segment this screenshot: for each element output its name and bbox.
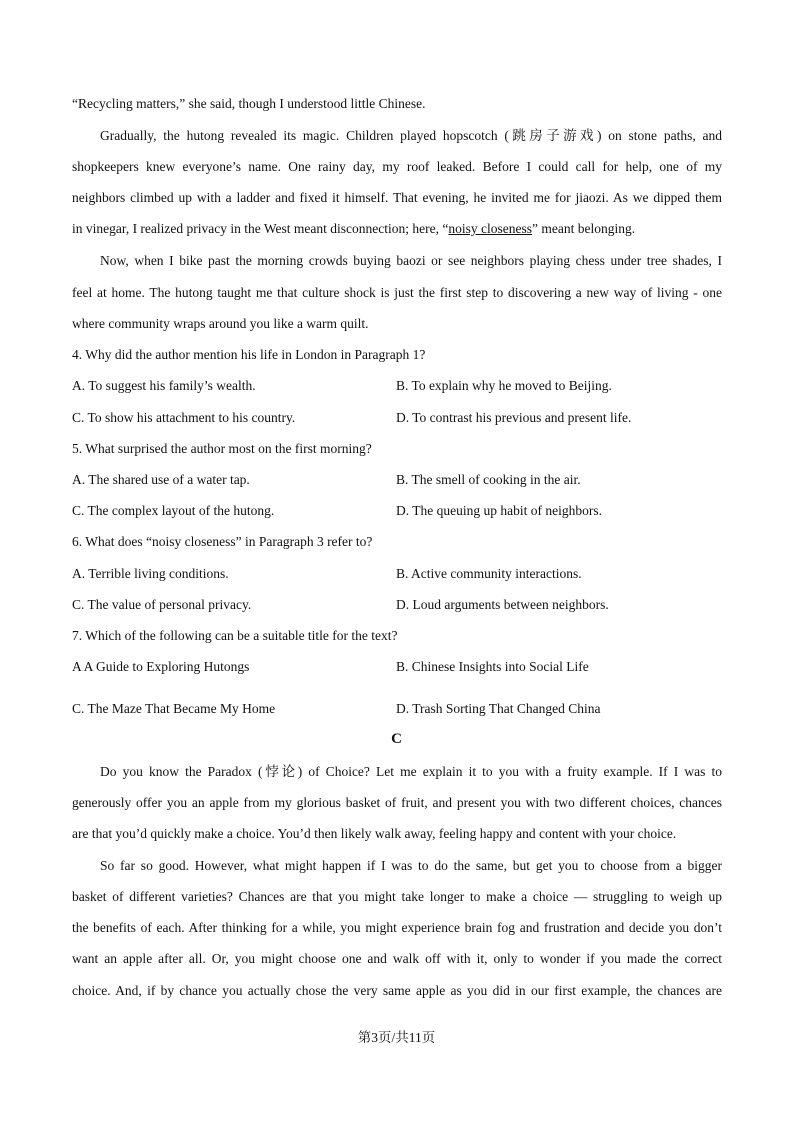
passage-line: Do you know the Paradox (悖论) of Choice? Let me explain it to you with a fruity example. If I was to	[100, 764, 722, 779]
option-d: D. The queuing up habit of neighbors.	[396, 503, 602, 518]
passage-line: the benefits of each. After thinking for a while, you might experience brain fog and frustration and decide you don’t	[72, 920, 722, 935]
passage-line: choice. And, if by chance you actually chose the very same apple as you did in our first example, the chances are	[72, 983, 722, 998]
option-c: C. To show his attachment to his country.	[72, 410, 296, 425]
page-number: 第3页/共11页	[357, 1030, 436, 1045]
option-b: B. To explain why he moved to Beijing.	[396, 378, 612, 393]
passage-line: neighbors climbed up with a ladder and fixed it himself. That evening, he invited me for jiaozi. As we dipped them	[72, 190, 722, 205]
option-c: C. The value of personal privacy.	[72, 597, 252, 612]
passage-line: generously offer you an apple from my glorious basket of fruit, and present you with two different choices, chances	[72, 795, 722, 810]
passage-line: So far so good. However, what might happen if I was to do the same, but get you to choose from a bigger	[100, 858, 722, 873]
passage-line: “Recycling matters,” she said, though I understood little Chinese.	[72, 96, 426, 111]
option-b: B. The smell of cooking in the air.	[396, 472, 581, 487]
passage-line: basket of different varieties? Chances are that you might take longer to make a choice — struggling to weigh up	[72, 889, 722, 904]
passage-line: want an apple after all. Or, you might choose one and walk off with it, only to wonder if you made the correct	[72, 951, 722, 966]
option-b: B. Chinese Insights into Social Life	[396, 659, 589, 674]
option-d: D. Trash Sorting That Changed China	[396, 701, 601, 716]
option-d: D. To contrast his previous and present life.	[396, 410, 632, 425]
underlined-phrase: noisy closeness	[448, 221, 532, 236]
passage-line: are that you’d quickly make a choice. You’d then likely walk away, feeling happy and content with your choice.	[72, 826, 677, 841]
question-stem: 6. What does “noisy closeness” in Paragraph 3 refer to?	[72, 534, 373, 549]
option-a: A. The shared use of a water tap.	[72, 472, 250, 487]
text-run: in vinegar, I realized privacy in the West meant disconnection; here, “	[72, 221, 449, 236]
question-stem: 5. What surprised the author most on the first morning?	[72, 441, 372, 456]
option-b: B. Active community interactions.	[396, 566, 582, 581]
option-a: A A Guide to Exploring Hutongs	[72, 659, 250, 674]
passage-line: Now, when I bike past the morning crowds buying baozi or see neighbors playing chess under tree shades, I	[100, 253, 722, 268]
question-stem: 7. Which of the following can be a suitable title for the text?	[72, 628, 398, 643]
question-stem: 4. Why did the author mention his life in London in Paragraph 1?	[72, 347, 426, 362]
passage-line: Gradually, the hutong revealed its magic. Children played hopscotch (跳房子游戏) on stone paths, and	[100, 128, 722, 143]
passage-line: feel at home. The hutong taught me that culture shock is just the first step to discovering a new way of living - one	[72, 285, 722, 300]
option-d: D. Loud arguments between neighbors.	[396, 597, 609, 612]
passage-line: shopkeepers knew everyone’s name. One rainy day, my roof leaked. Before I could call for help, one of my	[72, 159, 722, 174]
section-heading: C	[391, 731, 402, 747]
passage-line: where community wraps around you like a warm quilt.	[72, 316, 369, 331]
option-a: A. Terrible living conditions.	[72, 566, 229, 581]
option-c: C. The Maze That Became My Home	[72, 701, 276, 716]
passage-line	[72, 221, 722, 237]
option-c: C. The complex layout of the hutong.	[72, 503, 275, 518]
option-a: A. To suggest his family’s wealth.	[72, 378, 256, 393]
text-run: ” meant belonging.	[531, 221, 636, 236]
